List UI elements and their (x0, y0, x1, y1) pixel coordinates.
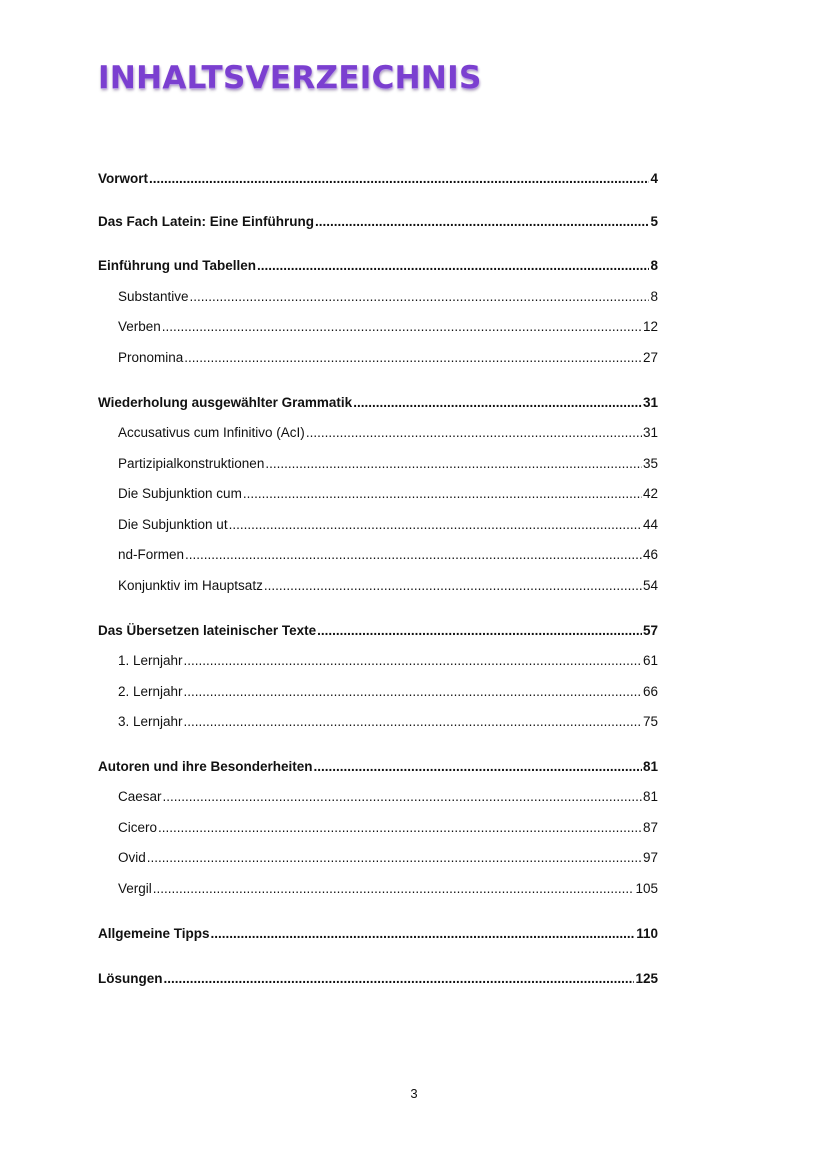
toc-leader-dots (184, 712, 642, 732)
toc-leader-dots (264, 576, 642, 596)
toc-entry-page: 66 (642, 684, 658, 699)
toc-leader-dots (184, 651, 642, 671)
toc-entry-label: Substantive (118, 289, 189, 304)
toc-leader-dots (184, 348, 642, 368)
toc-entry-page: 12 (642, 319, 658, 334)
toc-entry-cicero[interactable] (118, 818, 658, 838)
toc-entry-label: Cicero (118, 820, 158, 835)
document-title: INHALTSVERZEICHNIS (98, 60, 482, 96)
toc-entry-label: Lösungen (98, 971, 163, 986)
toc-leader-dots (149, 169, 649, 189)
toc-entry-nd-formen[interactable] (118, 545, 658, 565)
toc-leader-dots (153, 879, 635, 899)
toc-leader-dots (184, 682, 642, 702)
toc-entry-label: Ovid (118, 850, 146, 865)
toc-entry-pronomina[interactable] (118, 348, 658, 368)
toc-entry-page: 57 (642, 623, 658, 638)
toc-entry-label: Accusativus cum Infinitivo (AcI) (118, 425, 305, 440)
toc-entry-label: Allgemeine Tipps (98, 926, 210, 941)
toc-leader-dots (353, 393, 642, 413)
toc-entry-page: 97 (642, 850, 658, 865)
toc-entry-page: 81 (642, 789, 658, 804)
toc-entry-label: 3. Lernjahr (118, 714, 183, 729)
toc-entry-lernjahr-1[interactable] (118, 651, 658, 671)
toc-entry-aci[interactable] (118, 423, 658, 443)
toc-entry-lernjahr-2[interactable] (118, 682, 658, 702)
toc-leader-dots (315, 212, 649, 232)
toc-entry-label: Partizipialkonstruktionen (118, 456, 265, 471)
toc-leader-dots (257, 256, 649, 276)
toc-entry-konjunktiv-hauptsatz[interactable] (118, 576, 658, 596)
toc-entry-label: Das Übersetzen lateinischer Texte (98, 623, 317, 638)
toc-leader-dots (185, 545, 642, 565)
toc-entry-verben[interactable] (118, 317, 658, 337)
toc-leader-dots (190, 287, 650, 307)
toc-entry-label: Das Fach Latein: Eine Einführung (98, 214, 315, 229)
toc-leader-dots (229, 515, 642, 535)
toc-leader-dots (162, 317, 642, 337)
toc-entry-page: 31 (642, 425, 658, 440)
toc-entry-page: 46 (642, 547, 658, 562)
toc-entry-label: Einführung und Tabellen (98, 258, 256, 273)
toc-entry-label: Vergil (118, 881, 152, 896)
toc-leader-dots (243, 484, 642, 504)
toc-leader-dots (314, 757, 642, 777)
toc-entry-loesungen[interactable] (98, 969, 658, 989)
toc-entry-page: 5 (650, 214, 658, 229)
toc-entry-page: 8 (650, 258, 658, 273)
toc-entry-subjunktion-cum[interactable] (118, 484, 658, 504)
toc-entry-page: 75 (642, 714, 658, 729)
toc-entry-page: 31 (642, 395, 658, 410)
toc-entry-page: 81 (642, 759, 658, 774)
toc-entry-page: 54 (642, 578, 658, 593)
toc-entry-label: Pronomina (118, 350, 184, 365)
toc-leader-dots (211, 924, 636, 944)
toc-entry-subjunktion-ut[interactable] (118, 515, 658, 535)
toc-entry-page: 4 (650, 171, 658, 186)
page-number: 3 (410, 1086, 418, 1101)
toc-entry-label: nd-Formen (118, 547, 185, 562)
toc-leader-dots (164, 969, 635, 989)
toc-entry-caesar[interactable] (118, 787, 658, 807)
toc-entry-label: Die Subjunktion ut (118, 517, 228, 532)
toc-entry-einfuehrung-tabellen[interactable] (98, 256, 658, 276)
toc-entry-fach-latein[interactable] (98, 212, 658, 232)
toc-entry-uebersetzen-texte[interactable] (98, 621, 658, 641)
toc-leader-dots (265, 454, 642, 474)
toc-entry-label: Die Subjunktion cum (118, 486, 242, 501)
toc-entry-allgemeine-tipps[interactable] (98, 924, 658, 944)
toc-entry-vergil[interactable] (118, 879, 658, 899)
toc-entry-page: 105 (635, 881, 658, 896)
toc-entry-label: Wiederholung ausgewählter Grammatik (98, 395, 353, 410)
toc-entry-label: Autoren und ihre Besonderheiten (98, 759, 313, 774)
toc-leader-dots (147, 848, 642, 868)
toc-entry-page: 110 (636, 926, 658, 941)
toc-entry-label: Vorwort (98, 171, 148, 186)
toc-entry-label: Verben (118, 319, 161, 334)
toc-entry-substantive[interactable] (118, 287, 658, 307)
toc-leader-dots (306, 423, 642, 443)
toc-entry-label: 1. Lernjahr (118, 653, 183, 668)
toc-leader-dots (158, 818, 642, 838)
toc-entry-page: 125 (635, 971, 658, 986)
toc-leader-dots (163, 787, 642, 807)
toc-entry-page: 42 (642, 486, 658, 501)
toc-entry-vorwort[interactable] (98, 169, 658, 189)
toc-entry-page: 27 (642, 350, 658, 365)
toc-entry-page: 61 (642, 653, 658, 668)
toc-entry-label: 2. Lernjahr (118, 684, 183, 699)
toc-entry-wiederholung-grammatik[interactable] (98, 393, 658, 413)
toc-entry-page: 8 (650, 289, 658, 304)
toc-entry-partizipialkonstruktionen[interactable] (118, 454, 658, 474)
toc-entry-label: Caesar (118, 789, 162, 804)
toc-entry-page: 87 (642, 820, 658, 835)
toc-entry-page: 44 (642, 517, 658, 532)
toc-entry-ovid[interactable] (118, 848, 658, 868)
toc-leader-dots (317, 621, 642, 641)
toc-entry-page: 35 (642, 456, 658, 471)
toc-entry-autoren[interactable] (98, 757, 658, 777)
toc-entry-label: Konjunktiv im Hauptsatz (118, 578, 263, 593)
toc-entry-lernjahr-3[interactable] (118, 712, 658, 732)
